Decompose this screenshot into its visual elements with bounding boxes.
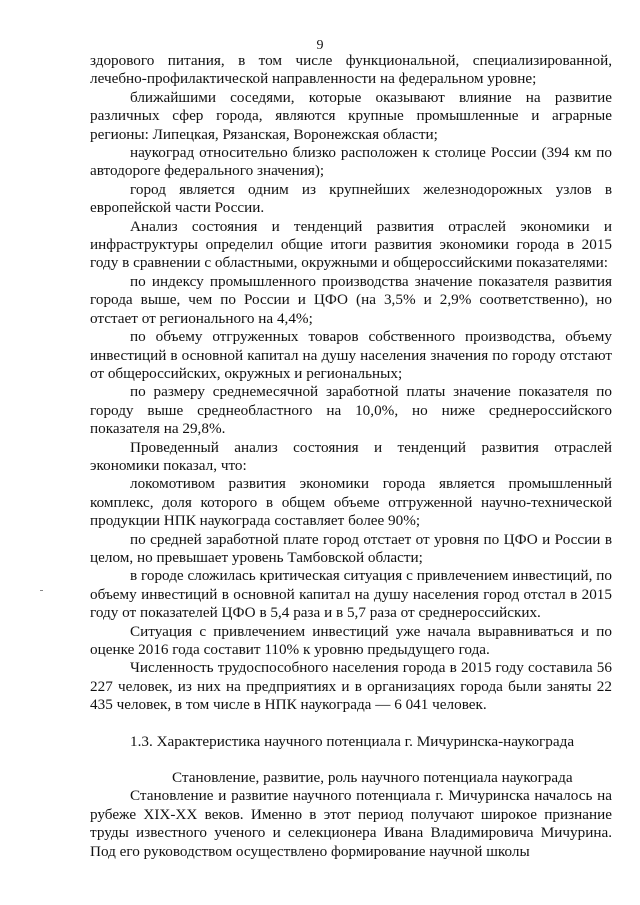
paragraph: ближайшими соседями, которые оказывают влияние на развитие различных сфер города, являются крупные промышленные и аграрные регионы: Липецкая, Рязанская, Воронежская области; (90, 88, 612, 143)
paragraph: по размеру среднемесячной заработной платы значение показателя по городу выше среднеобластного на 10,0%, но ниже среднероссийского показателя на 29,8%. (90, 383, 612, 438)
spacer (90, 715, 612, 733)
page-number: 9 (316, 38, 324, 53)
closing-paragraph: Становление и развитие научного потенциала г. Мичуринска началось на рубеже XIX-XX веков. Именно в этот период получают широкое признание труды известного ученого и селекционера Ивана Владимировича Мичурина. Под его руководством осуществлено формирование научной школы (90, 787, 612, 860)
paragraph: город является одним из крупнейших железнодорожных узлов в европейской части России. (90, 180, 612, 217)
paragraph: Ситуация с привлечением инвестиций уже начала выравниваться и по оценке 2016 года составит 110% к уровню предыдущего года. (90, 622, 612, 658)
paragraph: Численность трудоспособного населения города в 2015 году составила 56 227 человек, из них на предприятиях и в организациях города были заняты 22 435 человек, в том числе в НПК наукограда — 6 041 человек. (90, 659, 612, 714)
margin-mark (40, 590, 43, 591)
body-text (90, 52, 612, 861)
paragraph: локомотивом развития экономики города является промышленный комплекс, доля которого в общем объеме отгруженной научно-технической продукции НПК наукограда составляет более 90%; (90, 475, 612, 530)
spacer (90, 751, 612, 769)
paragraph: в городе сложилась критическая ситуация с привлечением инвестиций, по объему инвестиций в основной капитал на душу населения город отстал в 2015 году от показателей ЦФО в 5,4 раза и в 5,7 раза от среднероссийских. (90, 567, 612, 622)
section-heading: 1.3. Характеристика научного потенциала г. Мичуринска-наукограда (130, 732, 575, 750)
paragraph: по объему отгруженных товаров собственного производства, объему инвестиций в основной капитал на душу населения значения по городу отстают от общероссийских, окружных и региональных; (90, 328, 612, 382)
paragraph: по средней заработной плате город отстает от уровня по ЦФО и России в целом, но превышает уровень Тамбовской области; (90, 530, 612, 566)
subsection-heading: Становление, развитие, роль научного потенциала наукограда (172, 769, 573, 787)
paragraph: Анализ состояния и тенденций развития отраслей экономики и инфраструктуры определил общие итоги развития экономики города в 2015 году в сравнении с областными, окружными и общероссийскими показателями: (90, 217, 612, 272)
paragraph: по индексу промышленного производства значение показателя развития города выше, чем по России и ЦФО (на 3,5% и 2,9% соответственно), но отстает от регионального на 4,4%; (90, 272, 612, 327)
paragraph: наукоград относительно близко расположен к столице России (394 км по автодороге федерального значения); (90, 144, 612, 180)
paragraph: здорового питания, в том числе функциональной, специализированной, лечебно-профилактической направленности на федеральном уровне; (90, 52, 612, 88)
paragraph: Проведенный анализ состояния и тенденций развития отраслей экономики показал, что: (90, 438, 612, 474)
